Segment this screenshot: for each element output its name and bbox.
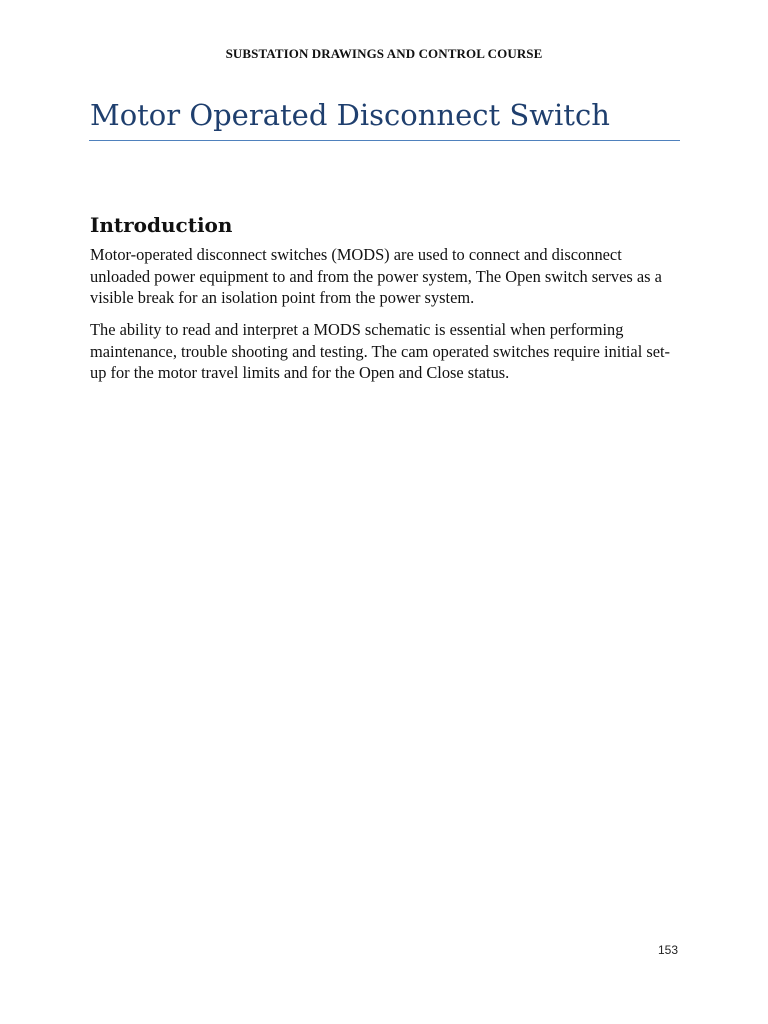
page-number: 153 (657, 943, 678, 957)
body-paragraph-1: Motor-operated disconnect switches (MODS) are used to connect and disconnect unloaded power equipment to and from the power system, The Open switch serves as a visible break for an isolation point from the power system. (90, 245, 662, 307)
running-header: SUBSTATION DRAWINGS AND CONTROL COURSE (225, 46, 543, 61)
title-underline-rule (89, 140, 680, 141)
body-paragraph-2: The ability to read and interpret a MODS schematic is essential when performing maintenance, trouble shooting and testing. The cam operated switches require initial set-up for the motor travel limits and for the Open and Close status. (90, 320, 671, 382)
section-heading-introduction: Introduction (90, 213, 233, 237)
chapter-title: Motor Operated Disconnect Switch (90, 98, 610, 132)
